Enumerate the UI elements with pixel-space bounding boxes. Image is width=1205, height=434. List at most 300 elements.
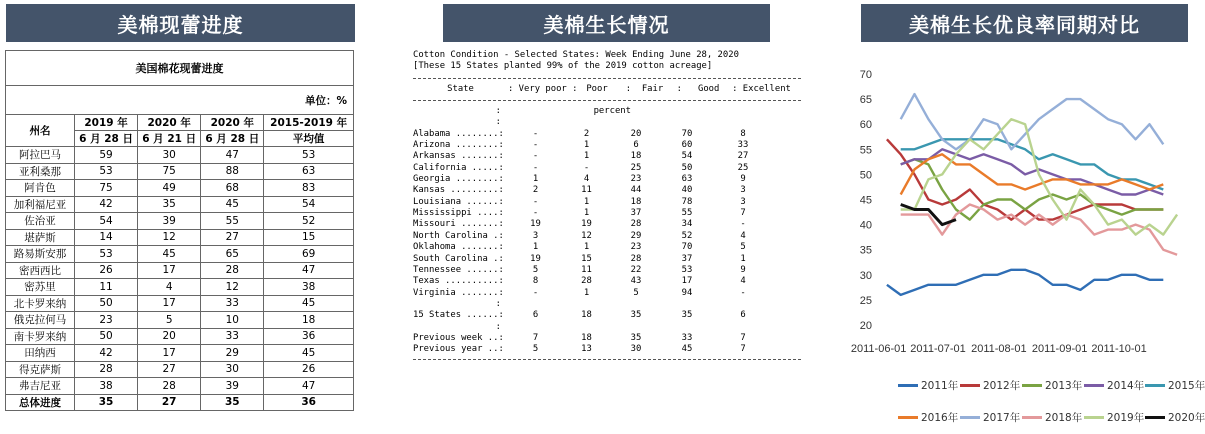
value-cell: 45 — [138, 246, 201, 263]
total-value: 27 — [138, 394, 201, 411]
chart-legend — [898, 372, 1205, 432]
state-row — [413, 197, 801, 208]
condition-value: 19 — [530, 219, 541, 230]
table-row — [6, 229, 354, 246]
condition-value: 6 — [532, 310, 539, 321]
value-cell: 10 — [201, 312, 264, 329]
condition-value: 3 — [532, 230, 539, 241]
value-cell: 23 — [75, 312, 138, 329]
legend-swatch — [898, 384, 918, 387]
value-cell: 47 — [264, 262, 354, 279]
value-cell: 39 — [201, 378, 264, 395]
percent-label: percent — [593, 106, 631, 117]
x-tick-label: 2011-06-01 — [850, 343, 907, 355]
colon-mark: : — [495, 106, 501, 117]
legend-swatch — [1145, 384, 1165, 387]
total-value: 35 — [75, 394, 138, 411]
value-cell: 26 — [264, 361, 354, 378]
state-row — [413, 174, 801, 185]
condition-value: 7 — [740, 332, 746, 343]
condition-value: 5 — [633, 287, 639, 298]
table-row — [6, 345, 354, 362]
legend-label: 2016年 — [921, 412, 959, 424]
legend-item — [1022, 378, 1082, 393]
condition-value: 33 — [681, 332, 693, 343]
value-cell: 29 — [201, 345, 264, 362]
legend-item — [960, 378, 1020, 393]
report-title-line: Cotton Condition - Selected States: Week Ending June 28, 2020 — [413, 50, 739, 60]
condition-value: 28 — [630, 253, 642, 264]
condition-value: 4 — [740, 276, 746, 287]
table-title: 美国棉花现蕾进度 — [6, 51, 354, 86]
value-cell: 65 — [201, 246, 264, 263]
value-cell: 63 — [264, 163, 354, 180]
percent-row — [413, 106, 801, 117]
condition-value: 1 — [532, 174, 539, 185]
state-row — [413, 288, 801, 299]
y-tick-label: 20 — [859, 320, 872, 332]
value-cell: 30 — [201, 361, 264, 378]
summary-rows-a — [413, 310, 801, 321]
value-cell: 30 — [138, 147, 201, 164]
value-cell: 50 — [75, 295, 138, 312]
state-name: 佐治亚 — [6, 213, 75, 230]
report-header-row — [413, 84, 801, 95]
condition-value: 6 — [740, 310, 746, 321]
table-row — [6, 196, 354, 213]
value-cell: 28 — [138, 378, 201, 395]
state-label: Tennessee ......: — [413, 264, 504, 275]
legend-label: 2011年 — [921, 380, 959, 392]
condition-value: 33 — [737, 140, 749, 151]
condition-value: 40 — [681, 185, 693, 196]
state-name: 阿拉巴马 — [6, 147, 75, 164]
value-cell: 38 — [75, 378, 138, 395]
cotton-condition-report — [413, 50, 801, 365]
condition-value: 23 — [630, 242, 642, 253]
legend-item — [1084, 378, 1144, 393]
table-row — [6, 163, 354, 180]
value-cell: 47 — [201, 147, 264, 164]
condition-value: 37 — [630, 208, 642, 219]
table-row — [6, 328, 354, 345]
good-excellent-line-chart — [846, 50, 1192, 362]
value-cell: 42 — [75, 345, 138, 362]
table-body — [6, 147, 354, 411]
state-row — [413, 276, 801, 287]
value-cell: 11 — [75, 279, 138, 296]
condition-value: 19 — [581, 219, 592, 230]
banner-cotton-squaring: 美棉现蕾进度 — [6, 4, 355, 42]
condition-value: 11 — [581, 264, 592, 275]
spacer-row — [413, 299, 801, 310]
legend-label: 2020年 — [1168, 412, 1205, 424]
value-cell: 28 — [75, 361, 138, 378]
condition-value: 5 — [740, 242, 746, 253]
table-row — [6, 213, 354, 230]
value-cell: 5 — [138, 312, 201, 329]
condition-value: 22 — [630, 264, 642, 275]
state-label: Mississippi ....: — [413, 208, 504, 219]
value-cell: 53 — [75, 163, 138, 180]
state-name: 俄克拉何马 — [6, 312, 75, 329]
condition-value: 50 — [681, 162, 693, 173]
y-tick-label: 25 — [859, 294, 872, 307]
total-label: 总体进度 — [6, 394, 75, 411]
table-row — [6, 180, 354, 197]
y-tick-label: 30 — [859, 269, 872, 282]
y-tick-label: 55 — [859, 144, 872, 157]
condition-value: - — [532, 140, 539, 151]
state-name: 得克萨斯 — [6, 361, 75, 378]
condition-value: 43 — [630, 276, 642, 287]
condition-value: 1 — [583, 208, 590, 219]
condition-value: 3 — [740, 185, 746, 196]
value-cell: 75 — [75, 180, 138, 197]
legend-swatch — [1145, 416, 1165, 419]
legend-label: 2014年 — [1107, 380, 1145, 392]
value-cell: 17 — [138, 295, 201, 312]
state-row — [413, 219, 801, 230]
state-row — [413, 129, 801, 140]
summary-row — [413, 333, 801, 344]
condition-value: 44 — [630, 185, 642, 196]
condition-value: 2 — [532, 185, 539, 196]
value-cell: 88 — [201, 163, 264, 180]
value-cell: 55 — [201, 213, 264, 230]
header-poor: Poor — [586, 83, 608, 94]
legend-label: 2012年 — [983, 380, 1021, 392]
value-cell: 39 — [138, 213, 201, 230]
colon-mark: : — [495, 298, 501, 309]
condition-value: 5 — [532, 344, 539, 355]
col4-header-date: 平均值 — [264, 131, 354, 147]
value-cell: 49 — [138, 180, 201, 197]
condition-value: 35 — [681, 310, 693, 321]
condition-value: 70 — [681, 242, 693, 253]
state-label: Virginia .......: — [413, 287, 504, 298]
state-label: 15 States ......: — [413, 310, 504, 321]
condition-value: 7 — [740, 208, 746, 219]
header-excellent: : Excellent — [732, 83, 791, 94]
condition-value: 34 — [681, 219, 693, 230]
value-cell: 20 — [138, 328, 201, 345]
summary-rows-b — [413, 333, 801, 356]
condition-value: 78 — [681, 196, 693, 207]
state-row — [413, 208, 801, 219]
rule-top — [413, 78, 801, 79]
col2-header-year: 2020 年 — [138, 115, 201, 131]
condition-value: - — [740, 287, 746, 298]
condition-value: 1 — [532, 242, 539, 253]
condition-value: 28 — [581, 276, 592, 287]
table-row — [6, 262, 354, 279]
summary-label: Previous year ..: — [413, 344, 504, 355]
value-cell: 12 — [138, 229, 201, 246]
value-cell: 53 — [75, 246, 138, 263]
x-tick-label: 2011-07-01 — [910, 343, 966, 355]
value-cell: 33 — [201, 295, 264, 312]
value-cell: 47 — [264, 378, 354, 395]
y-tick-label: 60 — [859, 119, 872, 132]
col4-header-year: 2015-2019 年 — [264, 115, 354, 131]
condition-value: 6 — [633, 140, 639, 151]
legend-item — [1022, 410, 1082, 425]
legend-swatch — [1084, 384, 1104, 387]
value-cell: 53 — [264, 147, 354, 164]
condition-value: 53 — [681, 264, 693, 275]
state-name: 加利福尼亚 — [6, 196, 75, 213]
legend-item — [898, 378, 958, 393]
condition-value: 1 — [583, 151, 590, 162]
state-label: Louisiana ......: — [413, 196, 504, 207]
condition-value: 3 — [740, 196, 746, 207]
condition-value: 15 — [581, 253, 592, 264]
colon-mark: : — [495, 321, 501, 332]
legend-swatch — [1084, 416, 1104, 419]
value-cell: 45 — [264, 295, 354, 312]
legend-item — [1084, 410, 1144, 425]
state-label: Texas ..........: — [413, 276, 504, 287]
condition-value: 8 — [740, 128, 746, 139]
squaring-progress-table — [5, 50, 354, 411]
state-name: 密苏里 — [6, 279, 75, 296]
value-cell: 83 — [264, 180, 354, 197]
condition-value: 2 — [583, 128, 590, 139]
value-cell: 75 — [138, 163, 201, 180]
state-name: 弗吉尼亚 — [6, 378, 75, 395]
state-label: Alabama ........: — [413, 128, 504, 139]
state-row — [413, 163, 801, 174]
condition-value: 7 — [532, 332, 539, 343]
legend-swatch — [1022, 384, 1042, 387]
state-row — [413, 231, 801, 242]
value-cell: 33 — [201, 328, 264, 345]
table-row — [6, 378, 354, 395]
condition-value: 18 — [630, 196, 642, 207]
value-cell: 28 — [201, 262, 264, 279]
state-label: Georgia ........: — [413, 174, 504, 185]
total-value: 35 — [201, 394, 264, 411]
series-line-9 — [901, 119, 1177, 234]
col2-header-date: 6 月 21 日 — [138, 131, 201, 147]
value-cell: 38 — [264, 279, 354, 296]
legend-item — [960, 410, 1020, 425]
legend-swatch — [960, 384, 980, 387]
condition-value: 29 — [630, 230, 642, 241]
legend-item — [898, 410, 958, 425]
value-cell: 15 — [264, 229, 354, 246]
condition-value: 11 — [581, 185, 592, 196]
condition-value: 17 — [681, 276, 693, 287]
condition-value: 25 — [737, 162, 749, 173]
state-label: Arkansas .......: — [413, 151, 504, 162]
condition-value: 54 — [681, 151, 693, 162]
condition-value: 18 — [630, 151, 642, 162]
condition-value: 70 — [681, 128, 693, 139]
value-cell: 27 — [201, 229, 264, 246]
value-cell: 12 — [201, 279, 264, 296]
legend-label: 2015年 — [1168, 380, 1205, 392]
legend-swatch — [898, 416, 918, 419]
value-cell: 27 — [138, 361, 201, 378]
condition-value: 30 — [630, 344, 642, 355]
state-label: South Carolina .: — [413, 253, 504, 264]
summary-label: Previous week ..: — [413, 332, 504, 343]
condition-value: 52 — [681, 230, 693, 241]
colon-mark: : — [495, 117, 501, 128]
col1-header-year: 2019 年 — [75, 115, 138, 131]
table-row — [6, 147, 354, 164]
x-tick-label: 2011-08-01 — [971, 343, 1027, 355]
condition-value: 35 — [630, 310, 642, 321]
condition-value: 55 — [681, 208, 693, 219]
condition-value: 4 — [740, 230, 746, 241]
banner-good-excellent-comparison: 美棉生长优良率同期对比 — [861, 4, 1188, 42]
condition-value: 1 — [740, 253, 746, 264]
condition-value: 94 — [681, 287, 693, 298]
condition-value: 27 — [737, 151, 749, 162]
series-line-8 — [901, 205, 1177, 255]
value-cell: 18 — [264, 312, 354, 329]
state-row — [413, 140, 801, 151]
state-name: 路易斯安那 — [6, 246, 75, 263]
value-cell: 17 — [138, 262, 201, 279]
total-row — [6, 394, 354, 411]
x-tick-label: 2011-09-01 — [1031, 343, 1088, 355]
value-cell: 50 — [75, 328, 138, 345]
condition-value: 28 — [630, 219, 642, 230]
legend-swatch — [960, 416, 980, 419]
condition-value: 25 — [630, 162, 642, 173]
col3-header-year: 2020 年 — [201, 115, 264, 131]
condition-value: 23 — [630, 174, 642, 185]
state-label: North Carolina .: — [413, 230, 504, 241]
y-tick-label: 65 — [859, 94, 872, 107]
rule-header — [413, 100, 801, 101]
y-tick-label: 40 — [859, 219, 872, 232]
legend-item — [1145, 378, 1205, 393]
value-cell: 59 — [75, 147, 138, 164]
condition-value: 19 — [530, 253, 541, 264]
condition-value: 60 — [681, 140, 693, 151]
state-row — [413, 185, 801, 196]
header-very-poor: : Very poor : — [508, 83, 578, 94]
condition-value: 37 — [681, 253, 693, 264]
table-row — [6, 361, 354, 378]
condition-value: 1 — [583, 140, 590, 151]
value-cell: 68 — [201, 180, 264, 197]
legend-swatch — [1022, 416, 1042, 419]
table-row — [6, 312, 354, 329]
condition-value: 12 — [581, 230, 592, 241]
y-tick-label: 35 — [859, 244, 872, 257]
condition-value: 9 — [740, 264, 746, 275]
col3-header-date: 6 月 28 日 — [201, 131, 264, 147]
state-row — [413, 242, 801, 253]
table-row — [6, 246, 354, 263]
value-cell: 17 — [138, 345, 201, 362]
condition-value: 1 — [583, 242, 590, 253]
value-cell: 42 — [75, 196, 138, 213]
value-cell: 35 — [138, 196, 201, 213]
unit-label: 单位：% — [6, 86, 354, 115]
state-label: Arizona ........: — [413, 140, 504, 151]
state-name: 北卡罗来纳 — [6, 295, 75, 312]
state-row — [413, 254, 801, 265]
value-cell: 69 — [264, 246, 354, 263]
table-row — [6, 279, 354, 296]
state-label: Missouri .......: — [413, 219, 504, 230]
series-line-3 — [901, 159, 1164, 219]
spacer-row — [413, 322, 801, 333]
summary-row — [413, 344, 801, 355]
state-name: 南卡罗来纳 — [6, 328, 75, 345]
state-label: California .....: — [413, 162, 504, 173]
value-cell: 14 — [75, 229, 138, 246]
report-subtitle-line: [These 15 States planted 99% of the 2019 cotton acreage] — [413, 61, 713, 72]
header-good: : Good — [676, 83, 720, 94]
state-rows — [413, 129, 801, 299]
value-cell: 26 — [75, 262, 138, 279]
state-name: 亚利桑那 — [6, 163, 75, 180]
condition-value: - — [532, 162, 539, 173]
state-name: 田纳西 — [6, 345, 75, 362]
series-line-1 — [887, 270, 1163, 295]
condition-value: - — [532, 208, 539, 219]
y-tick-label: 45 — [859, 194, 872, 207]
condition-value: 18 — [581, 332, 592, 343]
y-tick-label: 70 — [859, 69, 872, 81]
col1-header-date: 6 月 28 日 — [75, 131, 138, 147]
table-row — [6, 295, 354, 312]
summary-row — [413, 310, 801, 321]
header-fair: : Fair — [625, 83, 664, 94]
state-row — [413, 151, 801, 162]
condition-value: 1 — [583, 287, 590, 298]
condition-value: 1 — [583, 196, 590, 207]
condition-value: 18 — [581, 310, 592, 321]
condition-value: 9 — [740, 174, 746, 185]
condition-value: 13 — [581, 344, 592, 355]
state-label: Oklahoma .......: — [413, 242, 504, 253]
state-label: Kansas .........: — [413, 185, 504, 196]
value-cell: 45 — [201, 196, 264, 213]
spacer-row — [413, 117, 801, 128]
condition-value: 4 — [583, 174, 590, 185]
y-tick-label: 50 — [859, 169, 872, 182]
condition-value: - — [532, 151, 539, 162]
condition-value: 5 — [532, 264, 539, 275]
legend-item — [1145, 410, 1205, 425]
state-name: 密西西比 — [6, 262, 75, 279]
state-header: 州名 — [6, 115, 75, 147]
state-name: 堪萨斯 — [6, 229, 75, 246]
legend-label: 2017年 — [983, 412, 1021, 424]
value-cell: 36 — [264, 328, 354, 345]
condition-value: 45 — [681, 344, 693, 355]
condition-value: - — [532, 128, 539, 139]
value-cell: 52 — [264, 213, 354, 230]
legend-label: 2018年 — [1045, 412, 1083, 424]
condition-value: - — [583, 162, 590, 173]
state-row — [413, 265, 801, 276]
value-cell: 54 — [264, 196, 354, 213]
value-cell: 45 — [264, 345, 354, 362]
rule-bottom — [413, 359, 801, 360]
condition-value: 35 — [630, 332, 642, 343]
state-name: 阿肯色 — [6, 180, 75, 197]
